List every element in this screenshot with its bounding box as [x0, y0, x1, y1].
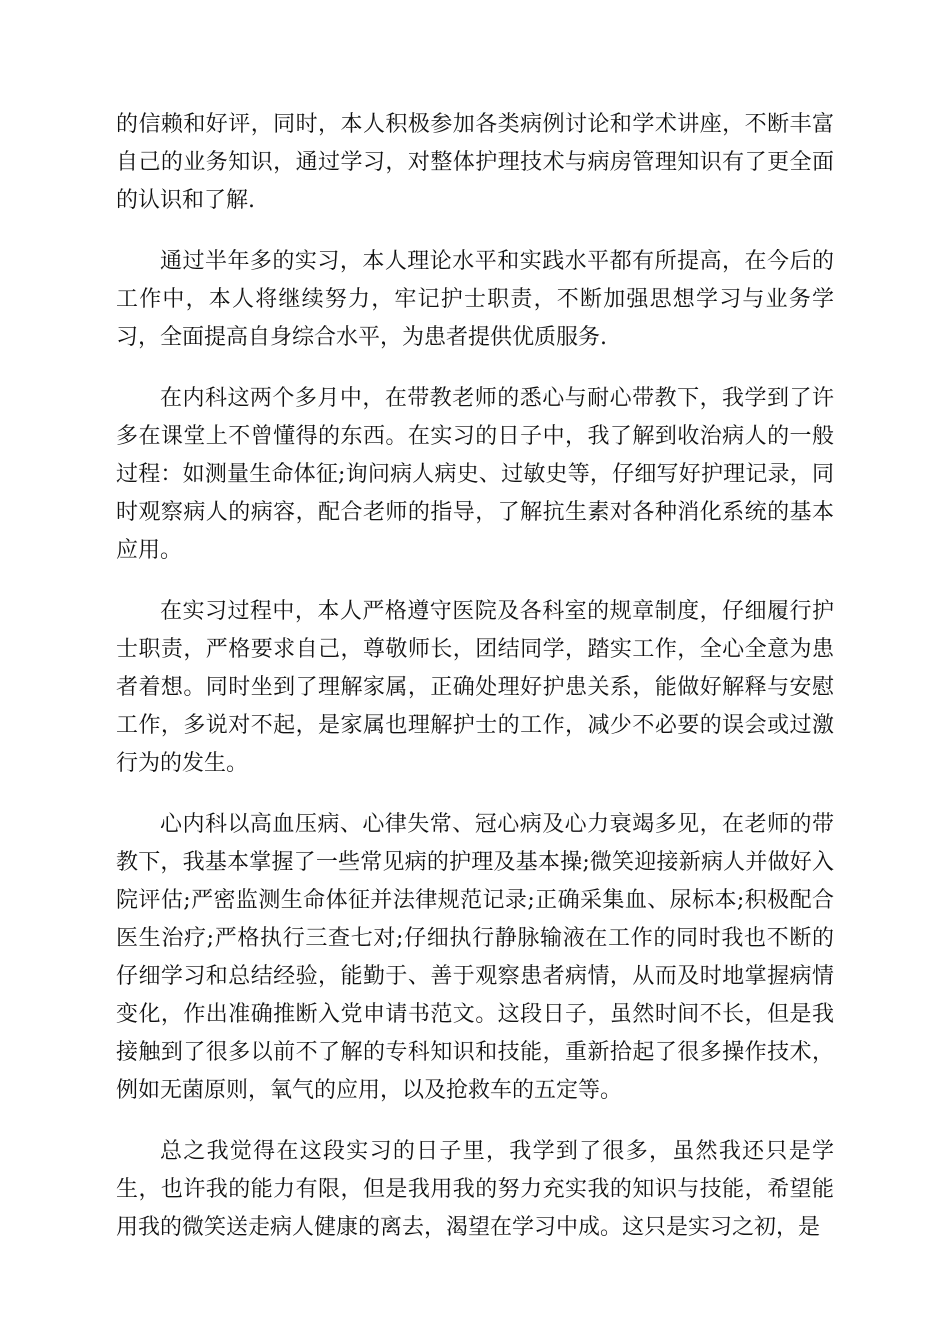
- paragraph-1: 的信赖和好评，同时，本人积极参加各类病例讨论和学术讲座，不断丰富自己的业务知识，通过学习，对整体护理技术与病房管理知识有了更全面的认识和了解.: [116, 112, 834, 213]
- paragraph-4: 在实习过程中，本人严格遵守医院及各科室的规章制度，仔细履行护士职责，严格要求自己，尊敬师长，团结同学，踏实工作，全心全意为患者着想。同时坐到了理解家属，正确处理好护患关系，能做好解释与安慰工作，多说对不起，是家属也理解护士的工作，减少不必要的误会或过激行为的发生。: [116, 599, 834, 776]
- paragraph-3: 在内科这两个多月中，在带教老师的悉心与耐心带教下，我学到了许多在课堂上不曾懂得的东西。在实习的日子中，我了解到收治病人的一般过程：如测量生命体征;询问病人病史、过敏史等，仔细写好护理记录，同时观察病人的病容，配合老师的指导，了解抗生素对各种消化系统的基本应用。: [116, 386, 834, 563]
- paragraph-5: 心内科以高血压病、心律失常、冠心病及心力衰竭多见，在老师的带教下，我基本掌握了一些常见病的护理及基本操;微笑迎接新病人并做好入院评估;严密监测生命体征并法律规范记录;正确采集血、尿标本;积极配合医生治疗;严格执行三查七对;仔细执行静脉输液在工作的同时我也不断的仔细学习和总结经验，能勤于、善于观察患者病情，从而及时地掌握病情变化，作出准确推断入党申请书范文。这段日子，虽然时间不长，但是我接触到了很多以前不了解的专科知识和技能，重新拾起了很多操作技术，例如无菌原则，氧气的应用，以及抢救车的五定等。: [116, 812, 834, 1103]
- paragraph-6: 总之我觉得在这段实习的日子里，我学到了很多，虽然我还只是学生，也许我的能力有限，但是我用我的努力充实我的知识与技能，希望能用我的微笑送走病人健康的离去，渴望在学习中成。这只是实习之初，是: [116, 1139, 834, 1240]
- paragraph-2: 通过半年多的实习，本人理论水平和实践水平都有所提高，在今后的工作中，本人将继续努力，牢记护士职责，不断加强思想学习与业务学习，全面提高自身综合水平，为患者提供优质服务.: [116, 249, 834, 350]
- document-body: [116, 106, 834, 1270]
